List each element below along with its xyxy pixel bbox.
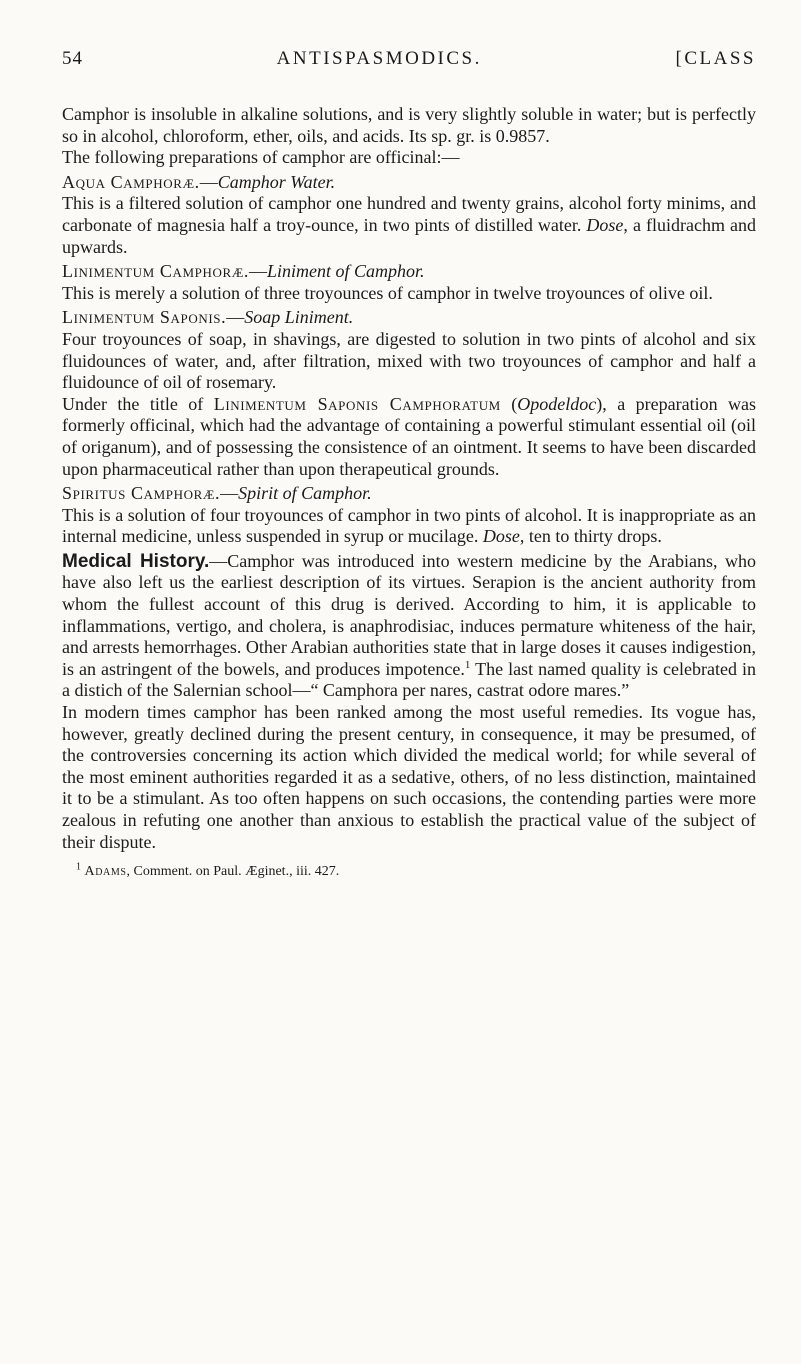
description-text: This is a solution of four troyounces of camphor in two pints of alcohol. It is inappropriate as an internal medicine, unless suspended in syrup or mucilage. xyxy=(62,504,756,547)
dose-text: , a fluidrachm and upwards. xyxy=(62,214,756,257)
latin-name: Linimentum Camphoræ. xyxy=(62,261,250,282)
latin-name: Aqua Camphoræ. xyxy=(62,171,200,192)
paragraph-solubility: Camphor is insoluble in alkaline solutions, and is very slightly soluble in water; but is perfectly so in alcohol, chloroform, ether, oils, and acids. Its sp. gr. is 0.9857. xyxy=(62,104,756,146)
latin-name: Linimentum Saponis. xyxy=(62,307,227,328)
dash: — xyxy=(199,171,218,192)
page-number: 54 xyxy=(62,48,83,69)
entry-linimentum-saponis-description: Four troyounces of soap, in shavings, are digested to solution in two pints of alcohol and six fluidounces of water, and, after filtration, mixed with two troyounces of camphor and half a fluidounce of oil of rosemary. xyxy=(62,328,756,393)
english-name: Soap Liniment. xyxy=(244,307,354,328)
text: —Camphor was introduced into western medicine by the Arabians, who have also left us the earliest description of its virtues. Serapion is the ancient authority from whom the fullest account of this drug is derived. According to him, it is applicable to inflammations, vertigo, and cholera, is anaphrodisiac, induces permature whiteness of the hair, and arrests hemorrhages. Other Arabian authorities state that in large doses it causes indigestion, is an astringent of the bowels, and produces impotence. xyxy=(62,550,756,679)
book-page xyxy=(62,48,756,881)
english-name: Camphor Water. xyxy=(217,171,336,192)
entry-spiritus-camphorae-heading xyxy=(62,483,756,505)
text: Under the title of xyxy=(62,393,214,414)
footnote-marker: 1 xyxy=(464,658,471,671)
dash: — xyxy=(249,261,268,282)
entry-spiritus-camphorae-description xyxy=(62,505,756,548)
english-name: Spirit of Camphor. xyxy=(238,483,372,504)
class-label: [CLASS xyxy=(675,48,756,69)
text: ( xyxy=(500,393,518,414)
dash: — xyxy=(220,483,239,504)
text: ), a preparation was formerly officinal, which had the advantage of containing a powerful stimulant essential oil (oil of origanum), and of possessing the consistence of an ointment. It seems to have been discarded upon pharmaceutical rather than upon therapeutical grounds. xyxy=(62,393,757,479)
footnote xyxy=(62,863,756,881)
dose-label: Dose xyxy=(482,526,520,547)
footnote-text: , Comment. on Paul. Æginet., iii. 427. xyxy=(126,864,340,880)
footnote-number: 1 xyxy=(76,861,81,873)
body-text xyxy=(62,104,756,881)
paragraph-preparations-intro: The following preparations of camphor are officinal:— xyxy=(62,147,460,168)
english-name: Liniment of Camphor. xyxy=(267,261,425,282)
dose-text: , ten to thirty drops. xyxy=(519,526,662,547)
entry-linimentum-saponis-heading xyxy=(62,307,756,329)
paragraph-opodeldoc xyxy=(62,394,756,480)
entry-linimentum-camphorae-heading xyxy=(62,261,756,283)
entry-aqua-camphorae-description xyxy=(62,193,756,258)
dose-label: Dose xyxy=(586,214,624,235)
dash: — xyxy=(226,307,245,328)
description-text: This is a filtered solution of camphor one hundred and twenty grains, alcohol forty minims, and carbonate of magnesia half a troy-ounce, in two pints of distilled water. xyxy=(62,193,756,235)
latin-name: Linimentum Saponis Camphoratum xyxy=(213,393,501,414)
entry-linimentum-camphorae-description: This is merely a solution of three troyounces of camphor in twelve troyounces of olive oil. xyxy=(62,282,713,303)
footnote-author: Adams xyxy=(84,864,127,880)
paragraph-medical-history xyxy=(62,551,756,702)
text: The last named quality is celebrated in a distich of the Salernian school—“ Camphora per nares, castrat odore mares.” xyxy=(62,658,756,701)
latin-name: Spiritus Camphoræ. xyxy=(62,483,221,504)
running-header xyxy=(62,48,756,70)
chapter-title: ANTISPASMODICS. xyxy=(276,48,482,69)
english-name: Opodeldoc xyxy=(517,393,597,414)
entry-aqua-camphorae-heading xyxy=(62,172,756,194)
section-heading: Medical History. xyxy=(62,550,210,572)
paragraph-modern-times: In modern times camphor has been ranked among the most useful remedies. Its vogue has, however, greatly declined during the present century, in consequence, it may be presumed, of the controversies concerning its action which divided the medical world; for while several of the most eminent authorities regarded it as a sedative, others, of no less distinction, maintained it to be a stimulant. As too often happens on such occasions, the contending parties were more zealous in refuting one another than anxious to establish the practical value of the subject of their dispute. xyxy=(62,702,756,852)
